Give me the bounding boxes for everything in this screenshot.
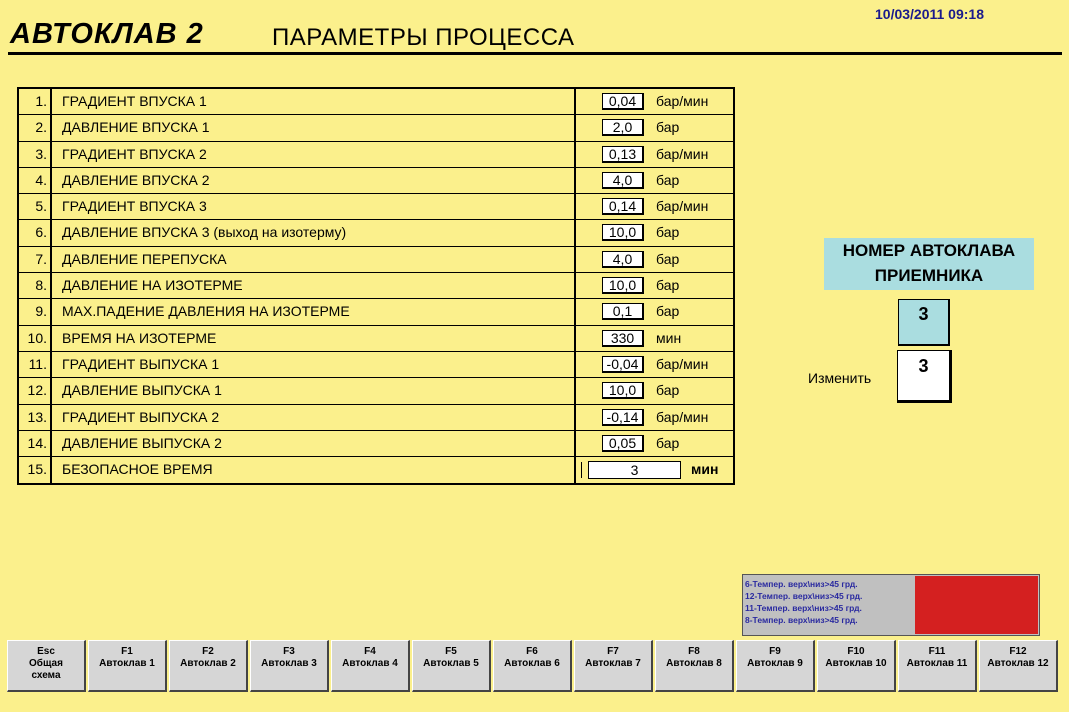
param-value-input[interactable]: 330 <box>602 330 644 347</box>
param-number: 15. <box>19 457 52 483</box>
param-unit: бар <box>656 119 680 136</box>
param-name: ДАВЛЕНИЕ ВПУСКА 1 <box>52 115 576 140</box>
param-unit: мин <box>656 329 682 346</box>
fkey-key: F7 <box>607 646 619 657</box>
param-number: 7. <box>19 247 52 272</box>
alarm-message: 8-Темпер. верх\низ>45 грд. <box>745 615 858 625</box>
param-row <box>19 457 733 483</box>
param-name: ГРАДИЕНТ ВПУСКА 2 <box>52 142 576 167</box>
fkey-key: F2 <box>202 646 214 657</box>
fkey-label: Автоклав 4 <box>342 658 398 669</box>
param-row <box>19 247 733 273</box>
param-value-input[interactable]: 4,0 <box>602 172 644 189</box>
param-unit: бар <box>656 171 680 188</box>
fkey-label: Автоклав 6 <box>504 658 560 669</box>
param-name: ГРАДИЕНТ ВЫПУСКА 2 <box>52 405 576 430</box>
param-value-cell <box>576 168 733 193</box>
esc-overview-button[interactable] <box>7 640 86 692</box>
param-unit: бар <box>656 382 680 399</box>
param-value-input[interactable]: 0,1 <box>602 303 644 320</box>
param-value-cell <box>576 431 733 456</box>
fkey-key: F9 <box>769 646 781 657</box>
param-name: ДАВЛЕНИЕ НА ИЗОТЕРМЕ <box>52 273 576 298</box>
param-number: 3. <box>19 142 52 167</box>
param-value-cell <box>576 326 733 351</box>
alarm-message: 12-Темпер. верх\низ>45 грд. <box>745 591 863 601</box>
alarm-message: 6-Темпер. верх\низ>45 грд. <box>745 579 858 589</box>
fkey-label: Автоклав 7 <box>585 658 641 669</box>
param-number: 2. <box>19 115 52 140</box>
fkey-key: F11 <box>928 646 946 657</box>
param-value-cell <box>576 89 733 114</box>
param-value-input[interactable]: 0,04 <box>602 93 644 110</box>
param-row <box>19 168 733 194</box>
fkey-key: F1 <box>121 646 133 657</box>
param-unit: бар/мин <box>656 408 709 425</box>
receiver-label-line2: ПРИЕМНИКА <box>874 266 984 285</box>
param-row <box>19 326 733 352</box>
fkey-key: F10 <box>847 646 865 657</box>
f12-autoclave-12-button[interactable] <box>979 640 1058 692</box>
param-number: 6. <box>19 220 52 245</box>
f1-autoclave-1-button[interactable] <box>88 640 167 692</box>
change-receiver-input[interactable]: 3 <box>897 350 952 403</box>
param-value-input[interactable]: 0,14 <box>602 198 644 215</box>
page-subtitle: ПАРАМЕТРЫ ПРОЦЕССА <box>272 24 575 51</box>
param-value-cell <box>576 352 733 377</box>
fkey-label: Автоклав 8 <box>666 658 722 669</box>
param-value-cell <box>576 378 733 403</box>
param-row <box>19 352 733 378</box>
f4-autoclave-4-button[interactable] <box>331 640 410 692</box>
param-value-input[interactable]: 2,0 <box>602 119 644 136</box>
f10-autoclave-10-button[interactable] <box>817 640 896 692</box>
fkey-label: Автоклав 12 <box>987 658 1049 669</box>
param-row <box>19 194 733 220</box>
fkey-key: F3 <box>283 646 295 657</box>
param-name: МАХ.ПАДЕНИЕ ДАВЛЕНИЯ НА ИЗОТЕРМЕ <box>52 299 576 324</box>
f9-autoclave-9-button[interactable] <box>736 640 815 692</box>
title-divider <box>8 52 1062 55</box>
f3-autoclave-3-button[interactable] <box>250 640 329 692</box>
fkey-key: Esc <box>37 646 55 657</box>
param-value-cell <box>576 247 733 272</box>
param-value-cell <box>576 115 733 140</box>
fkey-label: Автоклав 2 <box>180 658 236 669</box>
datetime-display: 10/03/2011 09:18 <box>875 6 984 22</box>
receiver-autoclave-label <box>824 238 1034 290</box>
param-value-input[interactable]: 0,13 <box>602 146 644 163</box>
receiver-label-line1: НОМЕР АВТОКЛАВА <box>842 241 1016 260</box>
alarm-list <box>745 578 915 626</box>
f7-autoclave-7-button[interactable] <box>574 640 653 692</box>
fkey-label: Автоклав 10 <box>825 658 887 669</box>
f6-autoclave-6-button[interactable] <box>493 640 572 692</box>
fkey-key: F4 <box>364 646 376 657</box>
param-number: 12. <box>19 378 52 403</box>
param-row <box>19 405 733 431</box>
param-row <box>19 142 733 168</box>
param-unit: бар/мин <box>656 145 709 162</box>
f2-autoclave-2-button[interactable] <box>169 640 248 692</box>
param-value-input[interactable]: 10,0 <box>602 382 644 399</box>
param-name: ГРАДИЕНТ ВПУСКА 3 <box>52 194 576 219</box>
param-row <box>19 115 733 141</box>
f5-autoclave-5-button[interactable] <box>412 640 491 692</box>
param-name: ГРАДИЕНТ ВПУСКА 1 <box>52 89 576 114</box>
param-row <box>19 89 733 115</box>
param-value-cell <box>576 194 733 219</box>
param-number: 1. <box>19 89 52 114</box>
fkey-label: Автоклав 5 <box>423 658 479 669</box>
fkey-label: Общая <box>29 658 63 669</box>
receiver-number-display: 3 <box>898 299 950 346</box>
f8-autoclave-8-button[interactable] <box>655 640 734 692</box>
param-value-input[interactable]: 10,0 <box>602 224 644 241</box>
change-label: Изменить <box>808 370 872 386</box>
param-unit: бар/мин <box>656 198 709 215</box>
param-number: 9. <box>19 299 52 324</box>
param-unit: бар <box>656 303 680 320</box>
param-unit: бар <box>656 277 680 294</box>
param-value-input[interactable]: -0,04 <box>602 356 644 373</box>
param-name: ДАВЛЕНИЕ ПЕРЕПУСКА <box>52 247 576 272</box>
param-value-cell <box>576 457 733 483</box>
parameters-table <box>17 87 735 485</box>
param-name: ДАВЛЕНИЕ ВПУСКА 2 <box>52 168 576 193</box>
fkey-label: Автоклав 1 <box>99 658 155 669</box>
f11-autoclave-11-button[interactable] <box>898 640 977 692</box>
param-name: ДАВЛЕНИЕ ВЫПУСКА 2 <box>52 431 576 456</box>
param-name: ГРАДИЕНТ ВЫПУСКА 1 <box>52 352 576 377</box>
param-name: ДАВЛЕНИЕ ВЫПУСКА 1 <box>52 378 576 403</box>
param-number: 11. <box>19 352 52 377</box>
fkey-key: F5 <box>445 646 457 657</box>
param-unit: бар <box>656 250 680 267</box>
param-number: 14. <box>19 431 52 456</box>
param-unit: мин <box>691 461 719 478</box>
param-value-input[interactable]: 10,0 <box>602 277 644 294</box>
param-row <box>19 431 733 457</box>
param-number: 8. <box>19 273 52 298</box>
param-value-input[interactable]: 3 <box>588 461 681 479</box>
param-value-cell <box>576 299 733 324</box>
param-value-input[interactable]: 4,0 <box>602 251 644 268</box>
fkey-key: F12 <box>1009 646 1027 657</box>
alarm-panel[interactable] <box>742 574 1040 636</box>
function-key-bar <box>7 640 1063 692</box>
param-row <box>19 299 733 325</box>
param-value-cell <box>576 220 733 245</box>
fkey-label: Автоклав 3 <box>261 658 317 669</box>
param-value-cell <box>576 273 733 298</box>
param-unit: бар <box>656 434 680 451</box>
param-value-cell <box>576 142 733 167</box>
param-unit: бар/мин <box>656 355 709 372</box>
param-name: ДАВЛЕНИЕ ВПУСКА 3 (выход на изотерму) <box>52 220 576 245</box>
param-name: БЕЗОПАСНОЕ ВРЕМЯ <box>52 457 576 483</box>
param-row <box>19 220 733 246</box>
param-number: 4. <box>19 168 52 193</box>
alarm-indicator <box>915 576 1038 634</box>
param-unit: бар/мин <box>656 93 709 109</box>
alarm-message: 11-Темпер. верх\низ>45 грд. <box>745 603 862 613</box>
fkey-label: Автоклав 11 <box>906 658 968 669</box>
param-row <box>19 378 733 404</box>
fkey-label-2: схема <box>31 670 61 681</box>
param-value-input[interactable]: 0,05 <box>602 435 644 452</box>
param-unit: бар <box>656 224 680 241</box>
fkey-key: F6 <box>526 646 538 657</box>
param-number: 5. <box>19 194 52 219</box>
param-row <box>19 273 733 299</box>
fkey-label: Автоклав 9 <box>747 658 803 669</box>
page-title: АВТОКЛАВ 2 <box>10 18 204 50</box>
param-value-cell <box>576 405 733 430</box>
param-number: 13. <box>19 405 52 430</box>
fkey-key: F8 <box>688 646 700 657</box>
param-name: ВРЕМЯ НА ИЗОТЕРМЕ <box>52 326 576 351</box>
param-number: 10. <box>19 326 52 351</box>
param-value-input[interactable]: -0,14 <box>602 409 644 426</box>
